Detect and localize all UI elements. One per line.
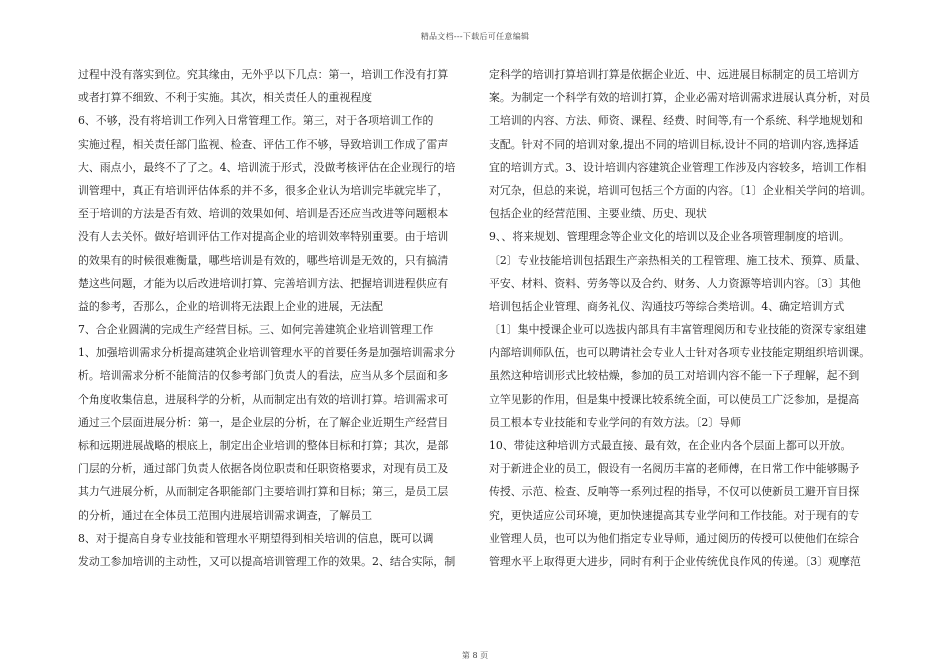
text-line: 平安、材料、资料、劳务等以及合约、财务、人力资源等培训内容。〔3〕其他 <box>489 276 861 290</box>
text-line: 工培训的内容、方法、师资、课程、经费、时间等,有一个系统、科学地规划和 <box>489 114 863 128</box>
text-line: 立竿见影的作用，但是集中授课比较系统全面，可以使员工广泛参加，是提高 <box>489 392 860 406</box>
text-line: 业管理人员，也可以为他们指定专业导师，通过阅历的传授可以使他们在综合 <box>489 531 860 545</box>
right-text-column <box>489 63 884 573</box>
text-line: 6、不够，没有将培训工作列入日常管理工作。第三，对于各项培训工作的 <box>78 114 434 128</box>
text-line: 标和远期进展战略的根底上，制定出企业培训的整体目标和打算；其次，是部 <box>78 439 449 452</box>
text-line: 益的参考，否那么，企业的培训将无法跟上企业的进展，无法配 <box>78 299 383 313</box>
text-line: 究，更快适应公司环境，更加快速提高其专业学问和工作技能。对于现有的专 <box>489 508 860 522</box>
page-number: 第 8 页 <box>461 651 489 660</box>
text-line: 发动工参加培训的主动性，又可以提高培训管理工作的效果。2、结合实际，制 <box>78 554 456 568</box>
text-line: 至于培训的方法是否有效、培训的效果如何、培训是否还应当改进等问题根本 <box>78 207 449 221</box>
text-line: 7、合企业圆满的完成生产经营目标。三、如何完善建筑企业培训管理工作 <box>78 323 434 337</box>
text-line: 1、加强培训需求分析提高建筑企业培训管理水平的首要任务是加强培训需求分 <box>78 346 456 360</box>
text-line: 8、对于提高自身专业技能和管理水平期望得到相关培训的信息，既可以调 <box>78 531 434 545</box>
text-line: 没有人去关怀。做好培训评估工作对提高企业的培训效率特别重要。由于培训 <box>78 230 449 244</box>
text-line: 〔2〕专业技能培训包括跟生产亲热相关的工程管理、施工技术、预算、质量、 <box>489 253 867 267</box>
left-text-column <box>78 63 473 573</box>
text-line: 个角度收集信息，进展科学的分析，从而制定出有效的培训打算。培训需求可 <box>78 392 449 406</box>
text-line: 的效果有的时候很难衡量，哪些培训是有效的，哪些培训是无效的，只有搞清 <box>78 253 449 267</box>
text-line: 内部培训师队伍，也可以聘请社会专业人士针对各项专业技能定期组织培训课。 <box>489 346 871 360</box>
text-line: 管理水平上取得更大进步，同时有利于企业传统优良作风的传递。〔3〕观摩范 <box>489 554 861 568</box>
text-line: 虽然这种培训形式比较枯燥，参加的员工对培训内容不能一下子理解，起不到 <box>489 369 860 383</box>
text-line: 〔1〕集中授课企业可以选拔内部具有丰富管理阅历和专业技能的资深专家组建 <box>489 323 867 337</box>
text-line: 楚这些问题，才能为以后改进培训打算、完善培训方法、把握培训进程供应有 <box>78 276 449 290</box>
text-line: 实施过程，相关责任部门监视、检查、评估工作不够，导致培训工作成了雷声 <box>78 137 449 151</box>
text-line: 通过三个层面进展分析：第一，是企业层的分析，在了解企业近期生产经营目 <box>78 415 449 429</box>
text-line: 宜的培训方式。3、设计培训内容建筑企业管理工作涉及内容较多，培训工作相 <box>489 160 867 174</box>
text-line: 过程中没有落实到位。究其缘由，无外乎以下几点：第一，培训工作没有打算 <box>78 68 449 81</box>
text-line: 的分析，通过在全体员工范围内进展培训需求调查，了解员工 <box>78 508 373 522</box>
text-line: 10、带徒这种培训方式最直接、最有效，在企业内各个层面上都可以开放。 <box>489 439 852 452</box>
text-line: 培训包括企业管理、商务礼仪、沟通技巧等综合类培训。4、确定培训方式 <box>489 299 845 313</box>
text-line: 员工根本专业技能和专业学问的有效方法。〔2〕导师 <box>489 415 741 429</box>
text-line: 对冗杂，但总的来说，培训可包括三个方面的内容。〔1〕企业相关学问的培训。 <box>489 183 872 197</box>
text-line: 传授、示范、检查、反响等一系列过程的指导，不仅可以使新员工避开盲目探 <box>489 485 860 499</box>
text-line: 或者打算不细致、不利于实施。其次，相关责任人的重视程度 <box>78 91 373 105</box>
text-line: 案。为制定一个科学有效的培训打算，企业必需对培训需求进展认真分析，对员 <box>489 91 871 105</box>
text-line: 定科学的培训打算培训打算是依据企业近、中、远进展目标制定的员工培训方 <box>489 68 860 81</box>
text-line: 大、雨点小，最终不了了之。4、培训流于形式，没做考核评估在企业现行的培 <box>78 160 456 174</box>
text-line: 其力气进展分析，从而制定各职能部门主要培训打算和目标；第三，是员工层 <box>78 485 449 499</box>
page-header: 精品文档---下载后可任意编辑 <box>420 32 530 41</box>
text-line: 对于新进企业的员工，假设有一名阅历丰富的老师傅，在日常工作中能够賜予 <box>489 462 860 476</box>
text-line: 9、、将来规划、管理理念等企业文化的培训以及企业各项管理制度的培训。 <box>489 230 850 244</box>
text-line: 析。培训需求分析不能简洁的仅参考部门负责人的看法，应当从多个层面和多 <box>78 369 449 383</box>
text-line: 训管理中，真正有培训评估体系的并不多，很多企业认为培训完毕就完毕了， <box>78 183 449 197</box>
text-line: 门层的分析，通过部门负责人依据各岗位职责和任职资格要求，对现有员工及 <box>78 462 449 476</box>
text-line: 包括企业的经营范围、主要业绩、历史、现状 <box>489 207 707 221</box>
text-line: 支配。针对不同的培训对象,提出不同的培训目标,设计不同的培训内容,选择适 <box>489 137 859 151</box>
